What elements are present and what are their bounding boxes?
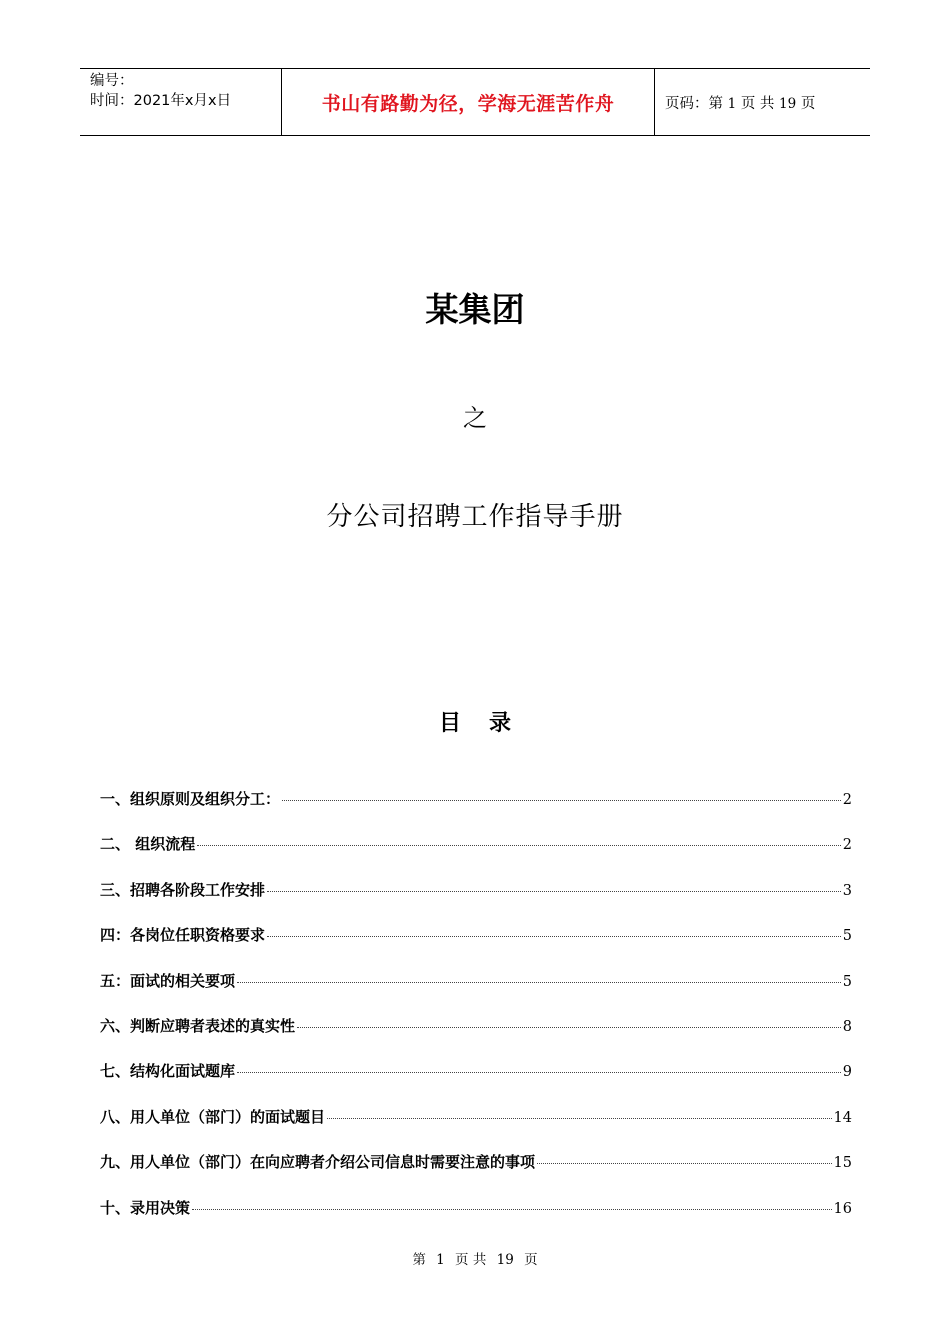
header-table — [80, 68, 870, 136]
toc-entry-page: 2 — [842, 792, 852, 808]
toc-leader-dots — [197, 845, 841, 846]
footer-prefix: 第 — [412, 1252, 426, 1268]
toc-entry-label: 五：面试的相关要项 — [100, 971, 236, 990]
footer-suffix: 页 — [524, 1252, 538, 1268]
header-meta-cell — [80, 69, 282, 135]
toc-leader-dots — [267, 891, 841, 892]
footer-total: 19 — [496, 1252, 514, 1268]
toc-entry-label: 十、录用决策 — [100, 1198, 191, 1217]
header-page-suffix: 页 — [800, 95, 816, 112]
toc-entry[interactable] — [100, 970, 852, 1015]
toc-entry[interactable] — [100, 1060, 852, 1105]
toc-entry-page: 14 — [833, 1109, 852, 1126]
footer-mid: 页 共 — [455, 1252, 487, 1268]
header-page-cell — [655, 69, 870, 135]
header-page-current: 1 — [727, 95, 737, 112]
toc-leader-dots — [282, 800, 841, 801]
toc-entry-label: 七、结构化面试题库 — [100, 1062, 236, 1081]
toc-entry-page: 5 — [842, 928, 852, 945]
toc-leader-dots — [297, 1027, 841, 1028]
footer-current: 1 — [436, 1252, 445, 1268]
id-label: 编号： — [90, 73, 134, 89]
toc-entry[interactable] — [100, 1106, 852, 1151]
toc-entry-label: 四：各岗位任职资格要求 — [100, 926, 266, 945]
toc-entry-label: 一、组织原则及组织分工： — [100, 790, 281, 808]
toc-heading — [0, 706, 950, 737]
header-page-mid: 页 共 — [740, 95, 775, 112]
toc-entry[interactable] — [100, 1151, 852, 1196]
document-subtitle: 分公司招聘工作指导手册 — [326, 502, 624, 532]
toc-entry-page: 15 — [833, 1155, 852, 1172]
toc-entry-label: 二、 组织流程 — [100, 835, 196, 854]
header-page-info — [665, 92, 815, 113]
toc-entry-label: 六、判断应聘者表述的真实性 — [100, 1016, 296, 1035]
toc-leader-dots — [267, 936, 841, 937]
document-connector: 之 — [463, 404, 487, 432]
toc-entry[interactable] — [100, 924, 852, 969]
motto-text: 书山有路勤为径，学海无涯苦作舟 — [321, 92, 615, 115]
toc-heading-text: 目录 — [438, 711, 539, 736]
document-title: 某集团 — [425, 290, 525, 329]
header-page-total: 19 — [779, 95, 797, 112]
toc-entry[interactable] — [100, 833, 852, 878]
toc-entry[interactable] — [100, 1197, 852, 1242]
toc-entry-label: 三、招聘各阶段工作安排 — [100, 880, 266, 899]
toc-entry-page: 5 — [842, 973, 852, 990]
toc-entry-label: 九、用人单位（部门）在向应聘者介绍公司信息时需要注意的事项 — [100, 1153, 536, 1172]
toc-entry-page: 8 — [842, 1018, 852, 1035]
toc-entry-page: 16 — [833, 1200, 852, 1217]
toc-entry[interactable] — [100, 1015, 852, 1060]
toc-leader-dots — [237, 1072, 841, 1073]
toc-leader-dots — [192, 1209, 832, 1210]
toc-entry-page: 9 — [842, 1064, 852, 1081]
toc-entry-page: 2 — [842, 837, 852, 854]
toc-entry[interactable] — [100, 788, 852, 833]
header-page-prefix: 页码：第 — [665, 95, 723, 112]
toc-leader-dots — [327, 1118, 832, 1119]
header-motto-cell — [282, 69, 655, 135]
toc-entry-label: 八、用人单位（部门）的面试题目 — [100, 1107, 326, 1126]
toc-leader-dots — [537, 1163, 832, 1164]
toc-entry-page: 3 — [842, 882, 852, 899]
time-label: 时间：2021年x月x日 — [90, 93, 232, 109]
page-footer — [0, 1248, 950, 1268]
table-of-contents — [100, 788, 852, 1242]
toc-entry[interactable] — [100, 879, 852, 924]
toc-leader-dots — [237, 982, 841, 983]
